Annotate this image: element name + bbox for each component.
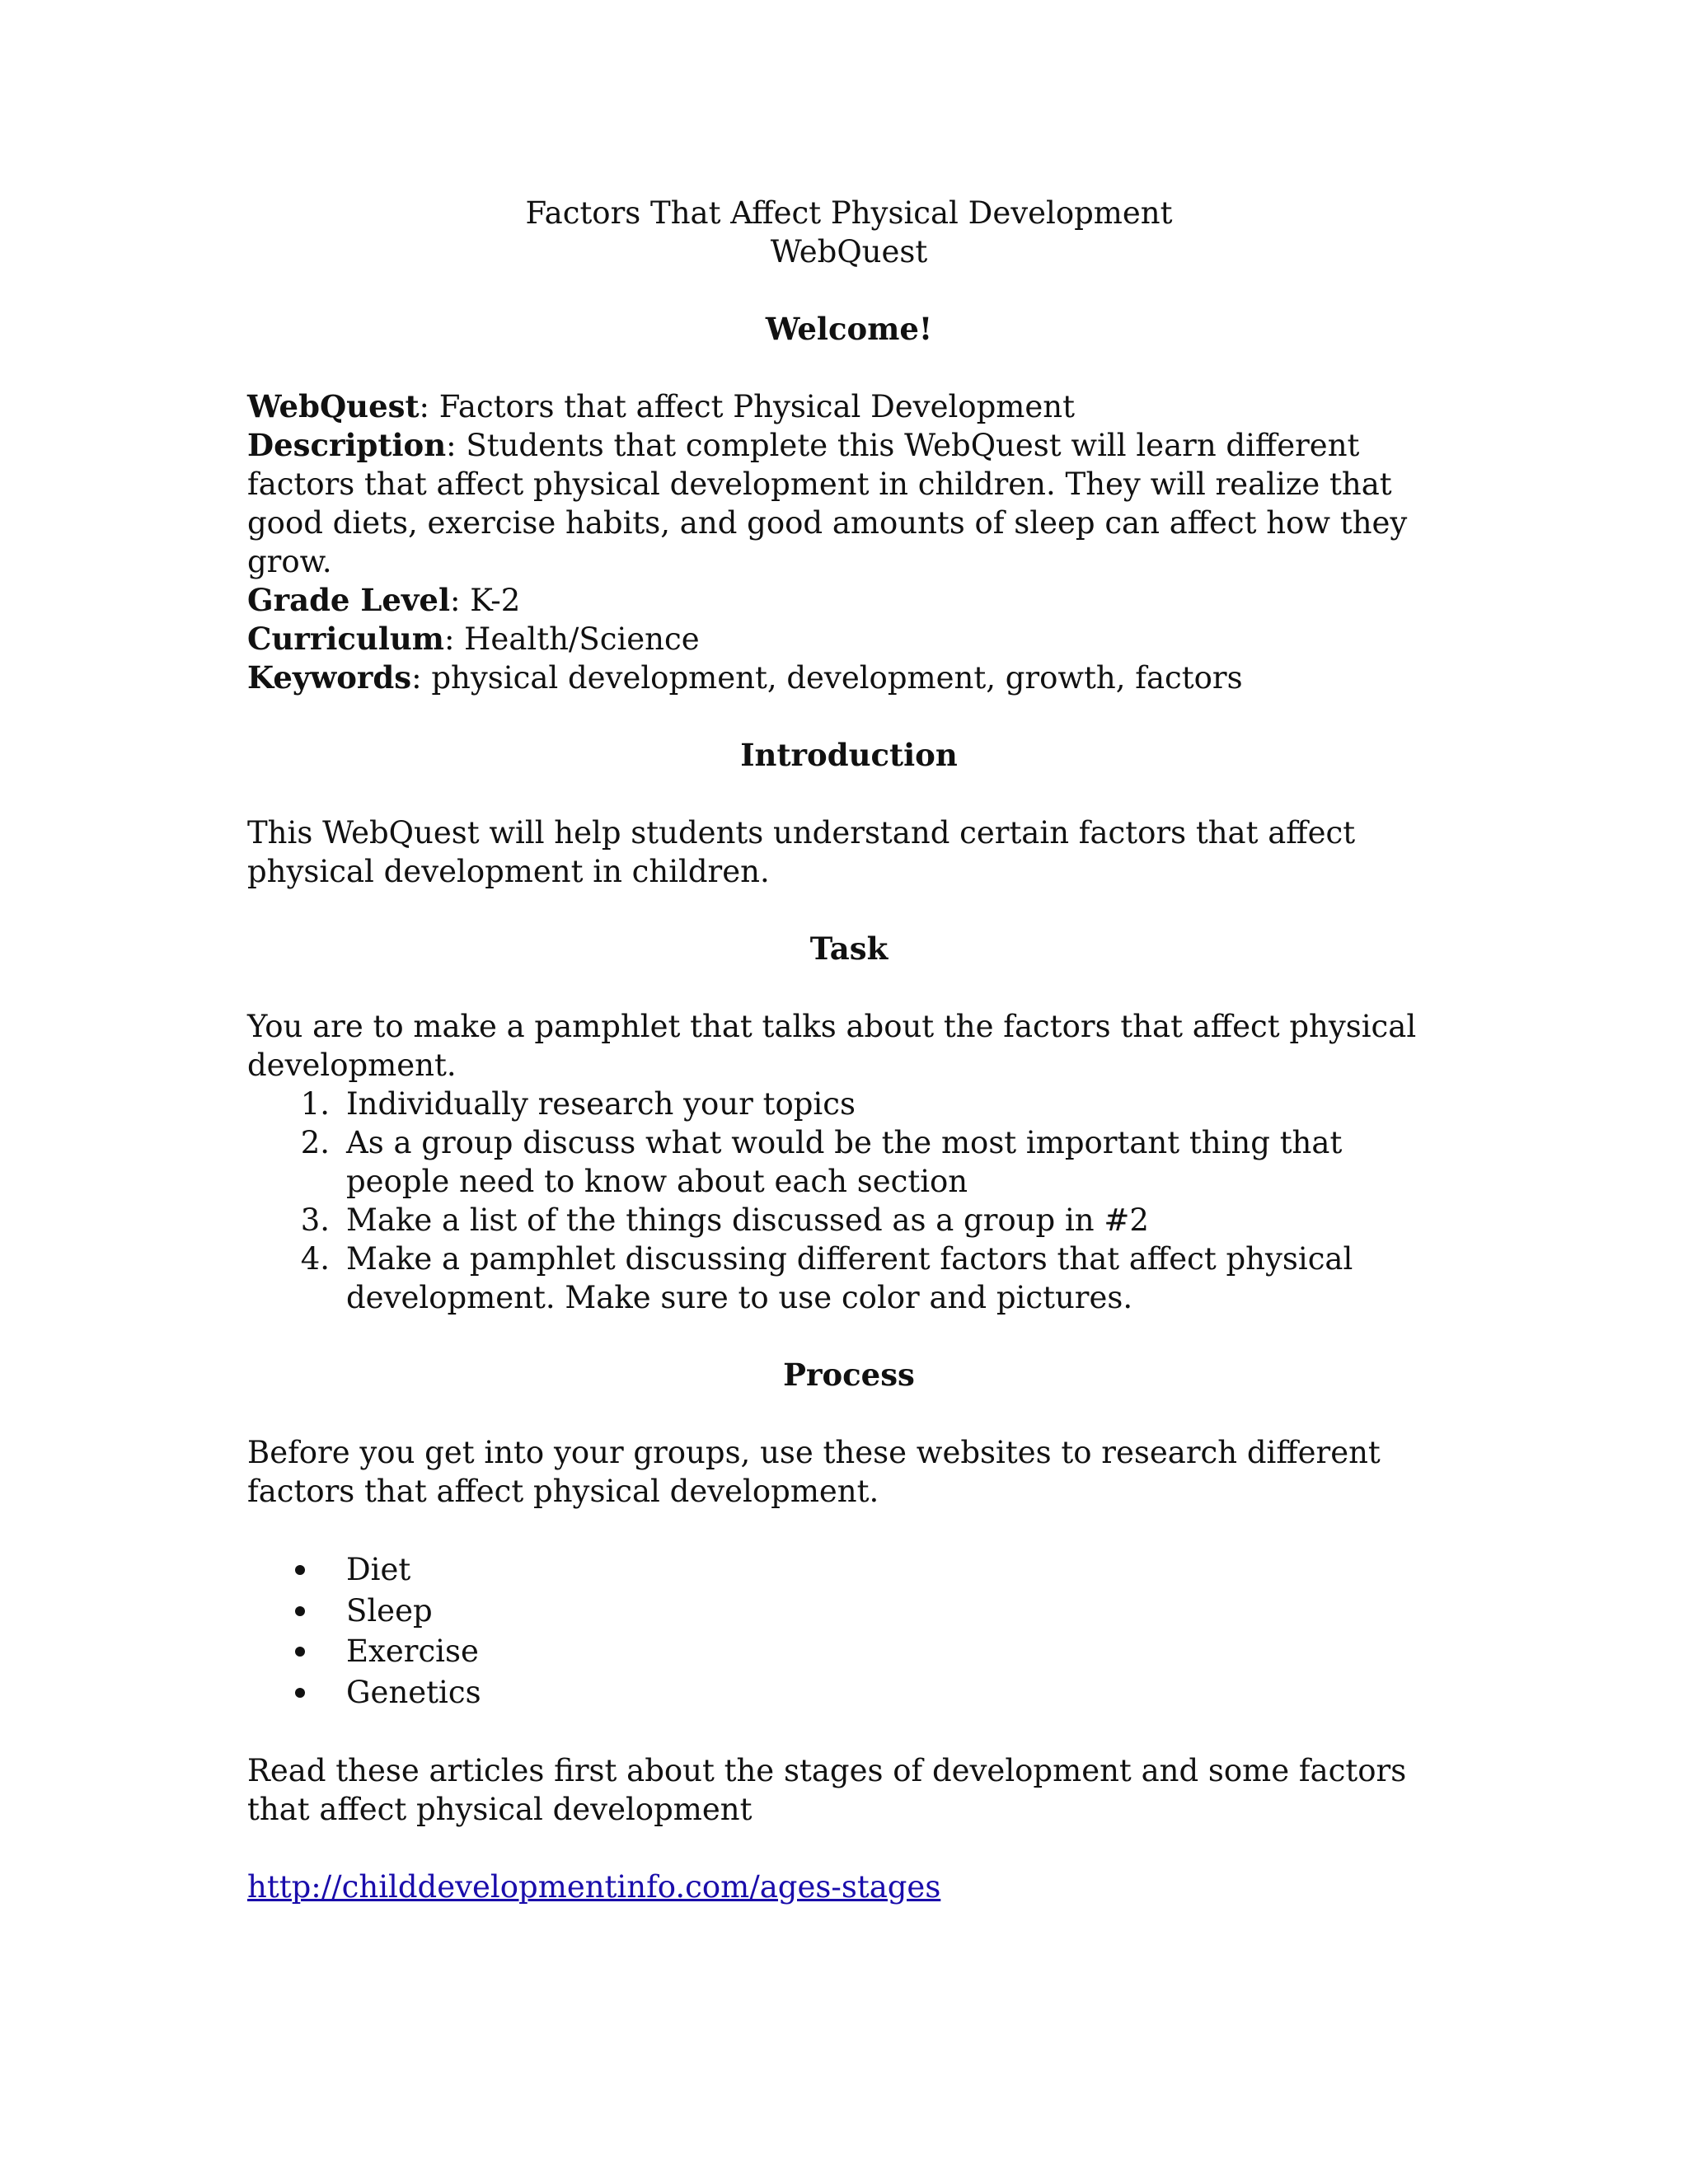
factor-item bbox=[247, 1591, 1451, 1632]
welcome-heading: Welcome! bbox=[765, 311, 933, 347]
task-step-number: 2. bbox=[300, 1125, 330, 1160]
process-intro: Before you get into your groups, use these websites to research different factors that affect physical development. bbox=[247, 1435, 1381, 1509]
task-heading: Task bbox=[809, 930, 889, 967]
articles-text: Read these articles first about the stages of development and some factors that affect physical development bbox=[247, 1753, 1407, 1827]
bullet-icon bbox=[295, 1606, 305, 1616]
task-step-number: 4. bbox=[300, 1241, 330, 1277]
meta-grade-level bbox=[247, 581, 1451, 620]
meta-curriculum-value: : Health/Science bbox=[443, 621, 700, 657]
meta-grade-label: Grade Level bbox=[247, 582, 451, 618]
introduction-heading: Introduction bbox=[740, 737, 958, 773]
task-intro: You are to make a pamphlet that talks about the factors that affect physical development. bbox=[247, 1009, 1417, 1083]
meta-webquest-value: : Factors that affect Physical Development bbox=[419, 389, 1075, 424]
introduction-text: This WebQuest will help students understand certain factors that affect physical development in children. bbox=[247, 815, 1356, 889]
task-step bbox=[247, 1123, 1451, 1201]
bullet-icon bbox=[295, 1647, 305, 1657]
process-heading: Process bbox=[783, 1357, 915, 1393]
meta-keywords bbox=[247, 658, 1451, 697]
factor-label: Diet bbox=[346, 1552, 411, 1587]
meta-description-label: Description bbox=[247, 427, 447, 463]
bullet-icon bbox=[295, 1688, 305, 1698]
task-step-text: Make a pamphlet discussing different factors that affect physical development. Make sure to use color and pictures. bbox=[346, 1241, 1353, 1315]
meta-description-value: : Students that complete this WebQuest will learn different factors that affect physical development in children. They will realize that good diets, exercise habits, and good amounts of sleep can affect how they grow. bbox=[247, 428, 1408, 579]
factor-label: Sleep bbox=[346, 1592, 433, 1629]
factor-label: Genetics bbox=[346, 1674, 481, 1710]
meta-webquest-label: WebQuest bbox=[247, 388, 420, 424]
title-line-2: WebQuest bbox=[770, 234, 928, 269]
factor-list bbox=[247, 1549, 1451, 1713]
task-step bbox=[247, 1085, 1451, 1123]
factor-item bbox=[247, 1672, 1451, 1713]
meta-description bbox=[247, 426, 1451, 581]
task-step bbox=[247, 1240, 1451, 1317]
meta-curriculum-label: Curriculum bbox=[247, 621, 444, 657]
task-step-number: 1. bbox=[300, 1086, 330, 1122]
title-line-1: Factors That Affect Physical Development bbox=[525, 195, 1173, 231]
task-steps-list bbox=[247, 1085, 1451, 1317]
bullet-icon bbox=[295, 1565, 305, 1575]
meta-webquest bbox=[247, 387, 1451, 426]
document-page bbox=[247, 194, 1451, 1906]
document-title bbox=[247, 194, 1451, 271]
meta-keywords-value: : physical development, development, growth, factors bbox=[411, 660, 1243, 696]
task-step-text: Individually research your topics bbox=[346, 1086, 856, 1122]
meta-keywords-label: Keywords bbox=[247, 659, 412, 696]
task-step-text: As a group discuss what would be the most important thing that people need to know about each section bbox=[346, 1125, 1343, 1199]
ages-stages-link[interactable]: http://childdevelopmentinfo.com/ages-stages bbox=[247, 1869, 941, 1905]
webquest-meta bbox=[247, 387, 1451, 697]
resource-link-line bbox=[247, 1868, 1451, 1906]
task-step bbox=[247, 1201, 1451, 1240]
factor-item bbox=[247, 1631, 1451, 1672]
task-step-text: Make a list of the things discussed as a group in #2 bbox=[346, 1202, 1149, 1238]
meta-curriculum bbox=[247, 620, 1451, 658]
task-step-number: 3. bbox=[300, 1202, 330, 1238]
factor-label: Exercise bbox=[346, 1633, 479, 1669]
meta-grade-value: : K-2 bbox=[450, 583, 521, 618]
factor-item bbox=[247, 1549, 1451, 1591]
